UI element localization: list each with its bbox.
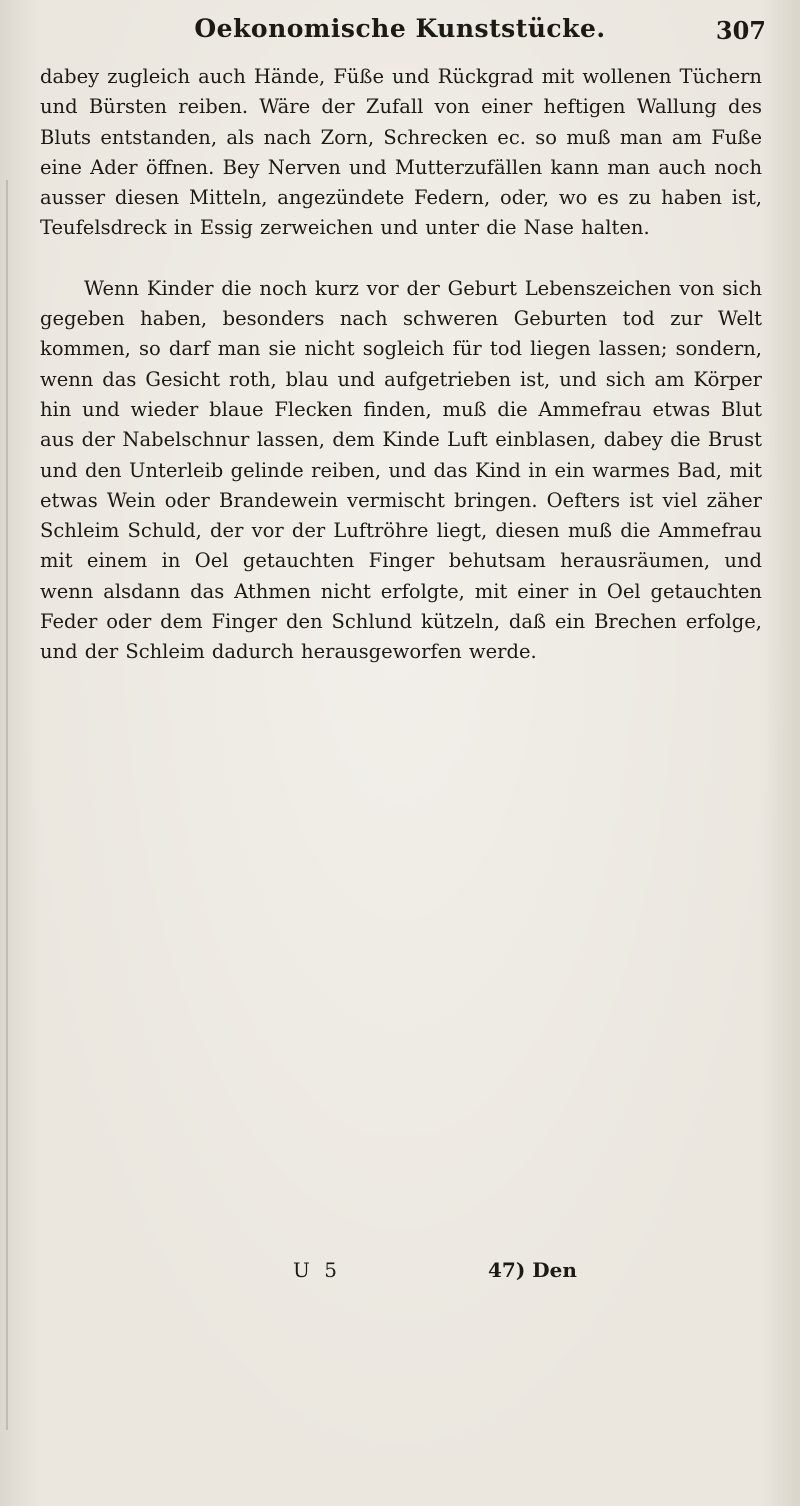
page-number: 307: [715, 16, 766, 45]
signature-mark: U 5: [293, 1258, 341, 1282]
paragraph-newborn-revival: Wenn Kinder die noch kurz vor der Geburt Lebenszeichen von sich gegeben haben, besonders nach schweren Geburten tod zur Welt kommen, so darf man sie nicht sogleich für tod liegen lassen; sondern, wenn das Gesicht roth, blau und aufgetrieben ist, und sich am Körper hin und wieder blaue Flecken finden, muß die Ammefrau etwas Blut aus der Nabelschnur lassen, dem Kinde Luft einblasen, dabey die Brust und den Unterleib gelinde reiben, und das Kind in ein warmes Bad, mit etwas Wein oder Brandewein vermischt bringen. Oefters ist viel zäher Schleim Schuld, der vor der Luftröhre liegt, diesen muß die Ammefrau mit einem in Oel getauchten Finger behutsam herausräumen, und wenn alsdann das Athmen nicht erfolgte, mit einer in Oel getauchten Feder oder dem Finger den Schlund kützeln, daß ein Brechen erfolge, und der Schleim dadurch herausgeworfen werde.: [40, 276, 762, 664]
page-footer: [40, 1258, 762, 1292]
paragraph-continuation: dabey zugleich auch Hände, Füße und Rückgrad mit wollenen Tüchern und Bürsten reiben. Wäre der Zufall von einer heftigen Wallung des Bluts entstanden, als nach Zorn, Schrecken ec. so muß man am Fuße eine Ader öffnen. Bey Nerven und Mutterzufällen kann man auch noch ausser diesen Mitteln, angezündete Federn, oder, wo es zu haben ist, Teufelsdreck in Essig zerweichen und unter die Nase halten.: [40, 65, 762, 240]
catchword: 47) Den: [488, 1258, 577, 1282]
scan-shadow-left: [6, 180, 8, 1430]
body-text: [40, 62, 762, 668]
page-header: [28, 14, 772, 50]
running-head: Oekonomische Kunststücke.: [194, 14, 606, 43]
